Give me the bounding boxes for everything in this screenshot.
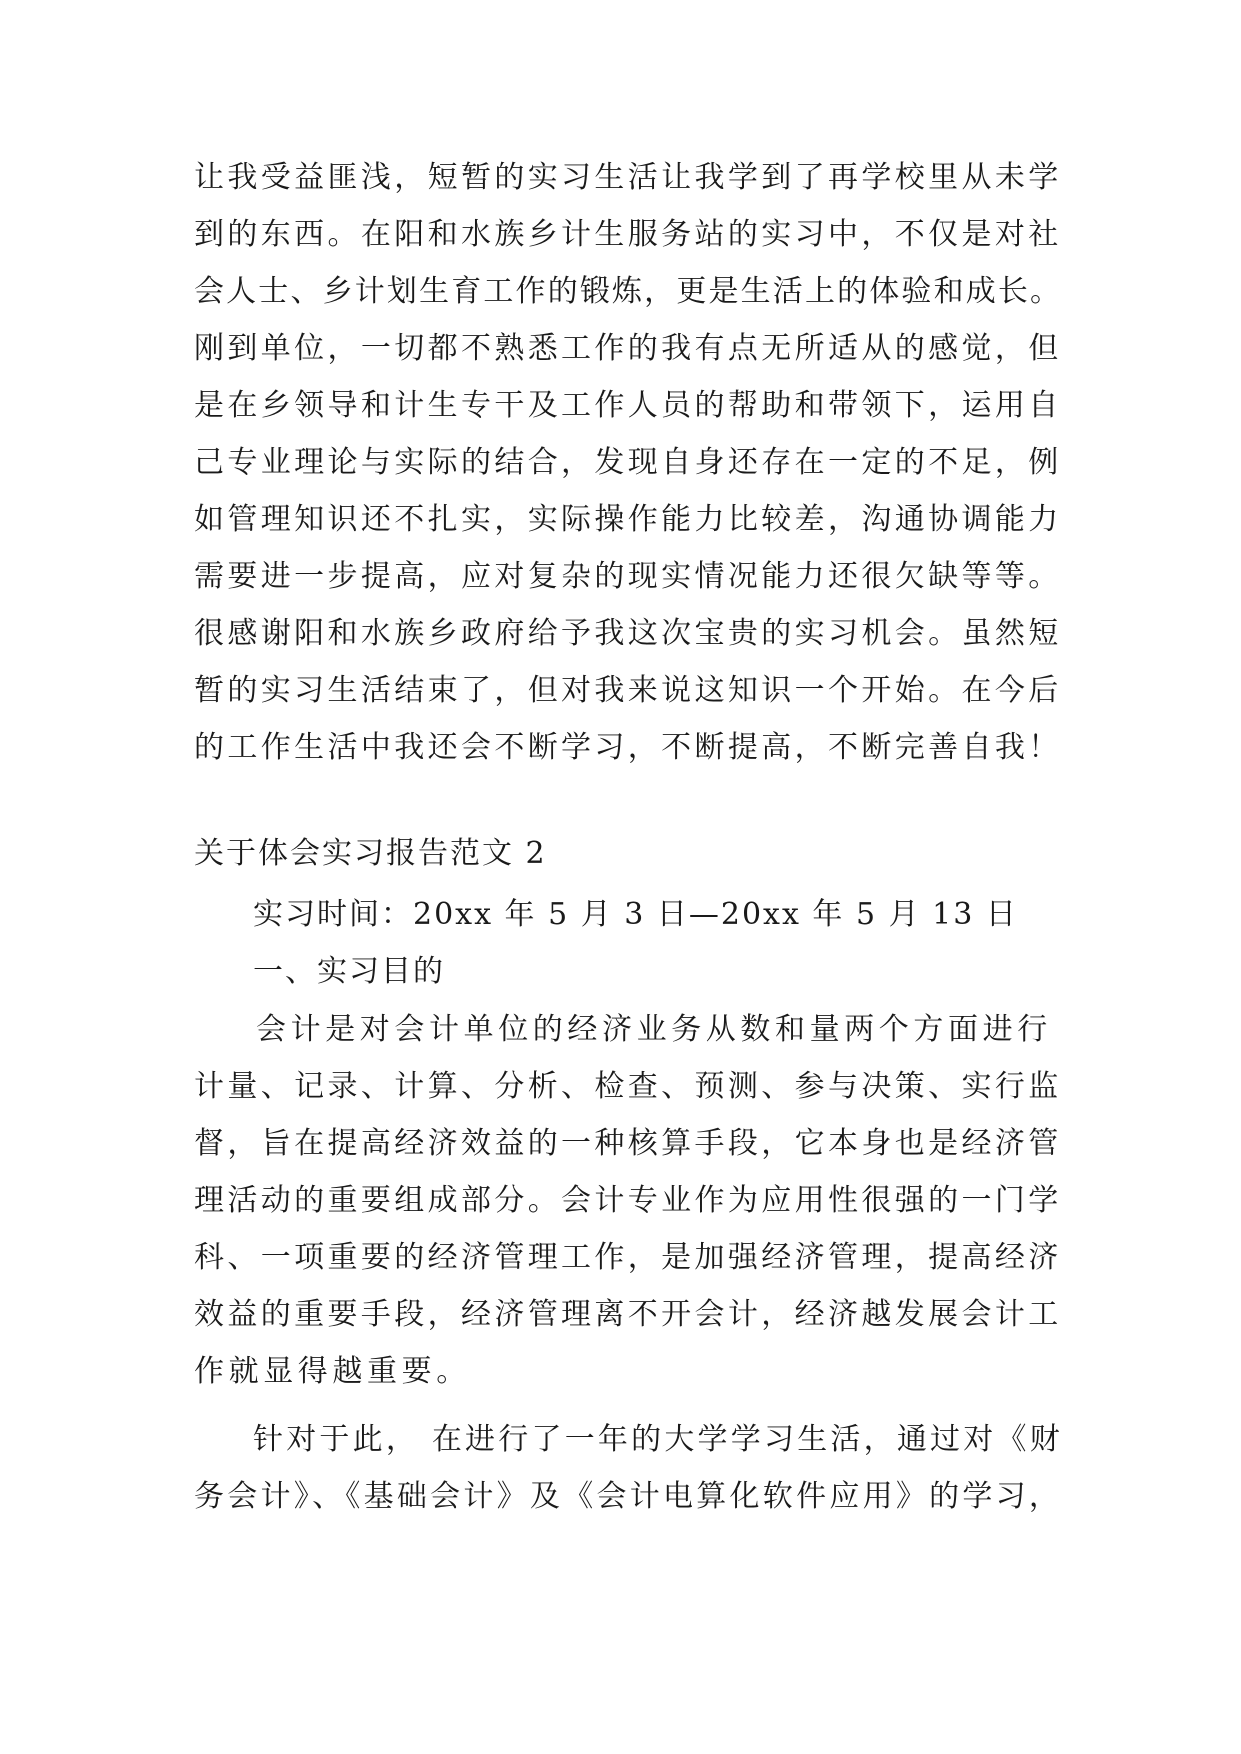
body-text-line: 刚到单位，一切都不熟悉工作的我有点无所适从的感觉，但: [194, 331, 1062, 366]
body-text-line: 会计是对会计单位的经济业务从数和量两个方面进行: [256, 1012, 1052, 1047]
body-text-line: 需要进一步提高，应对复杂的现实情况能力还很欠缺等等。: [194, 559, 1062, 594]
subheading: 一、实习目的: [253, 954, 445, 989]
body-text-line: 督，旨在提高经济效益的一种核算手段，它本身也是经济管: [194, 1126, 1062, 1161]
body-text-line: 针对于此， 在进行了一年的大学学习生活，通过对《财: [253, 1422, 1063, 1457]
body-text-line: 效益的重要手段，经济管理离不开会计，经济越发展会计工: [194, 1297, 1062, 1332]
body-text-line: 很感谢阳和水族乡政府给予我这次宝贵的实习机会。虽然短: [194, 616, 1062, 651]
section-title: 关于体会实习报告范文 2: [194, 836, 547, 871]
internship-period: 实习时间：20xx 年 5 月 3 日—20xx 年 5 月 13 日: [253, 897, 1018, 932]
body-text-line: 己专业理论与实际的结合，发现自身还存在一定的不足，例: [194, 445, 1062, 480]
body-text-line: 会人士、乡计划生育工作的锻炼，更是生活上的体验和成长。: [194, 274, 1063, 309]
body-text-line: 到的东西。在阳和水族乡计生服务站的实习中，不仅是对社: [194, 217, 1062, 252]
body-text-line: 让我受益匪浅，短暂的实习生活让我学到了再学校里从未学: [194, 160, 1062, 195]
body-text-line: 科、一项重要的经济管理工作，是加强经济管理，提高经济: [194, 1240, 1062, 1275]
body-text-line: 如管理知识还不扎实，实际操作能力比较差，沟通协调能力: [194, 502, 1062, 537]
body-text-line: 的工作生活中我还会不断学习，不断提高，不断完善自我！: [194, 730, 1062, 765]
body-text-line: 是在乡领导和计生专干及工作人员的帮助和带领下，运用自: [194, 388, 1062, 423]
body-text-line: 理活动的重要组成部分。会计专业作为应用性很强的一门学: [194, 1183, 1062, 1218]
body-text-line: 作就显得越重要。: [194, 1354, 471, 1389]
body-text-line: 计量、记录、计算、分析、检查、预测、参与决策、实行监: [194, 1069, 1062, 1104]
body-text-line: 务会计》、《基础会计》及《会计电算化软件应用》的学习，: [194, 1479, 1063, 1514]
body-text-line: 暂的实习生活结束了，但对我来说这知识一个开始。在今后: [194, 673, 1062, 708]
